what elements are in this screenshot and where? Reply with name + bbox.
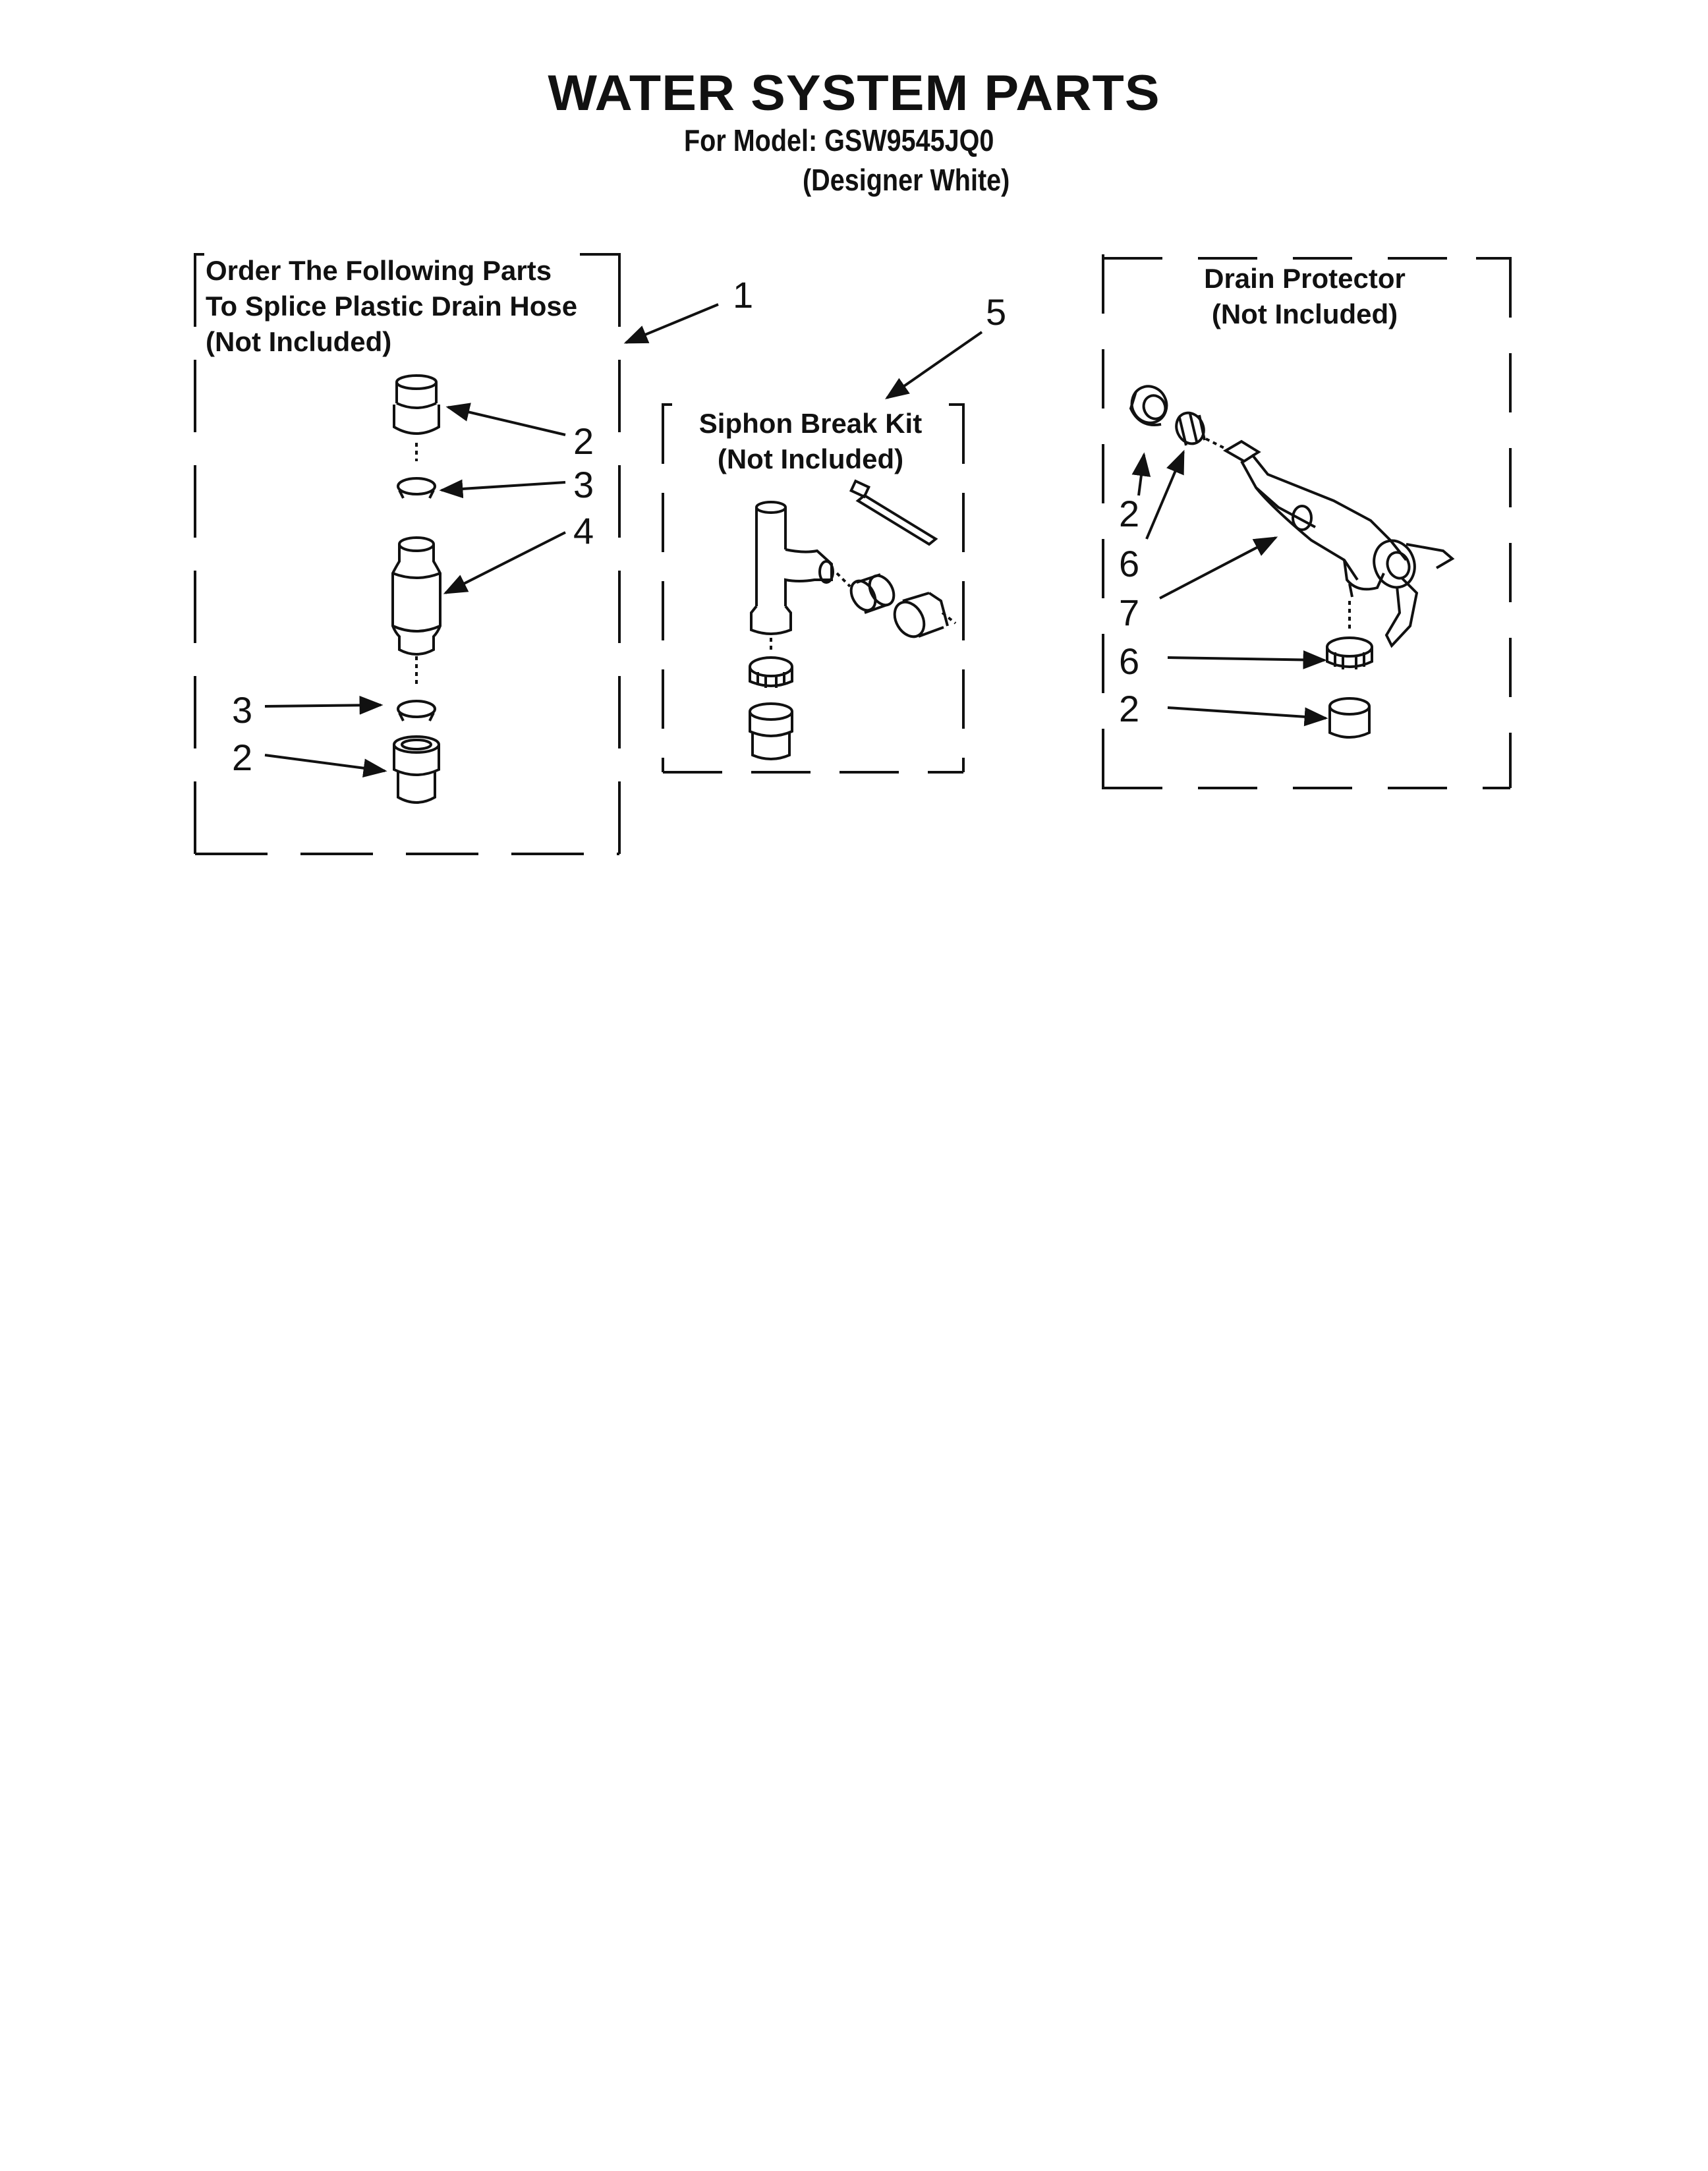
drain-clamp-b	[1327, 638, 1372, 669]
callout-5: 5	[986, 291, 1007, 333]
splice-kit-label	[206, 253, 577, 360]
callout-splice-top-coupling: 2	[573, 420, 594, 462]
siphon-clamp	[750, 658, 792, 688]
siphon-kit-label-line-1: Siphon Break Kit	[698, 408, 923, 439]
callout-splice-bottom-clamp: 3	[232, 689, 253, 731]
model-number: For Model: GSW9545JQ0	[684, 123, 994, 157]
drain-clamp-a	[1172, 409, 1209, 448]
drain-protector-label-line-2: (Not Included)	[1211, 298, 1398, 329]
callout-splice-connector: 4	[573, 510, 594, 551]
callout-splice-bottom-coupling: 2	[232, 737, 253, 778]
drain-protector-label	[1133, 261, 1476, 332]
callout-splice-top-clamp: 3	[573, 464, 594, 505]
callout-drain-clamp-a: 6	[1119, 543, 1140, 584]
model-color: (Designer White)	[803, 163, 1010, 197]
callout-1: 1	[733, 274, 754, 316]
splice-kit-label-line-2: To Splice Plastic Drain Hose	[206, 291, 578, 322]
splice-bottom-coupling	[394, 737, 439, 803]
callout-drain-clamp-b: 6	[1119, 640, 1140, 682]
siphon-kit-label-line-2: (Not Included)	[717, 443, 904, 474]
splice-top-coupling	[394, 376, 439, 434]
siphon-tee	[751, 502, 833, 634]
drain-protector-body	[1226, 441, 1452, 646]
page-title: WATER SYSTEM PARTS	[548, 65, 1160, 121]
splice-top-clamp	[398, 478, 435, 498]
callout-drain-coupling-a: 2	[1119, 493, 1140, 534]
splice-kit-label-line-3: (Not Included)	[206, 326, 392, 357]
splice-kit-label-line-1: Order The Following Parts	[206, 255, 552, 286]
callout-drain-protector: 7	[1119, 592, 1140, 633]
siphon-side-clamp	[837, 571, 899, 615]
siphon-cable-tie	[851, 481, 936, 544]
callout-drain-coupling-b: 2	[1119, 688, 1140, 729]
drain-coupling-b	[1330, 698, 1369, 737]
splice-connector	[393, 538, 440, 654]
splice-bottom-clamp	[398, 701, 435, 721]
drain-protector-label-line-1: Drain Protector	[1204, 263, 1406, 294]
siphon-kit-label	[666, 406, 955, 477]
drain-coupling-a	[1126, 381, 1173, 429]
siphon-coupling	[750, 704, 792, 759]
siphon-side-coupling	[889, 593, 955, 642]
